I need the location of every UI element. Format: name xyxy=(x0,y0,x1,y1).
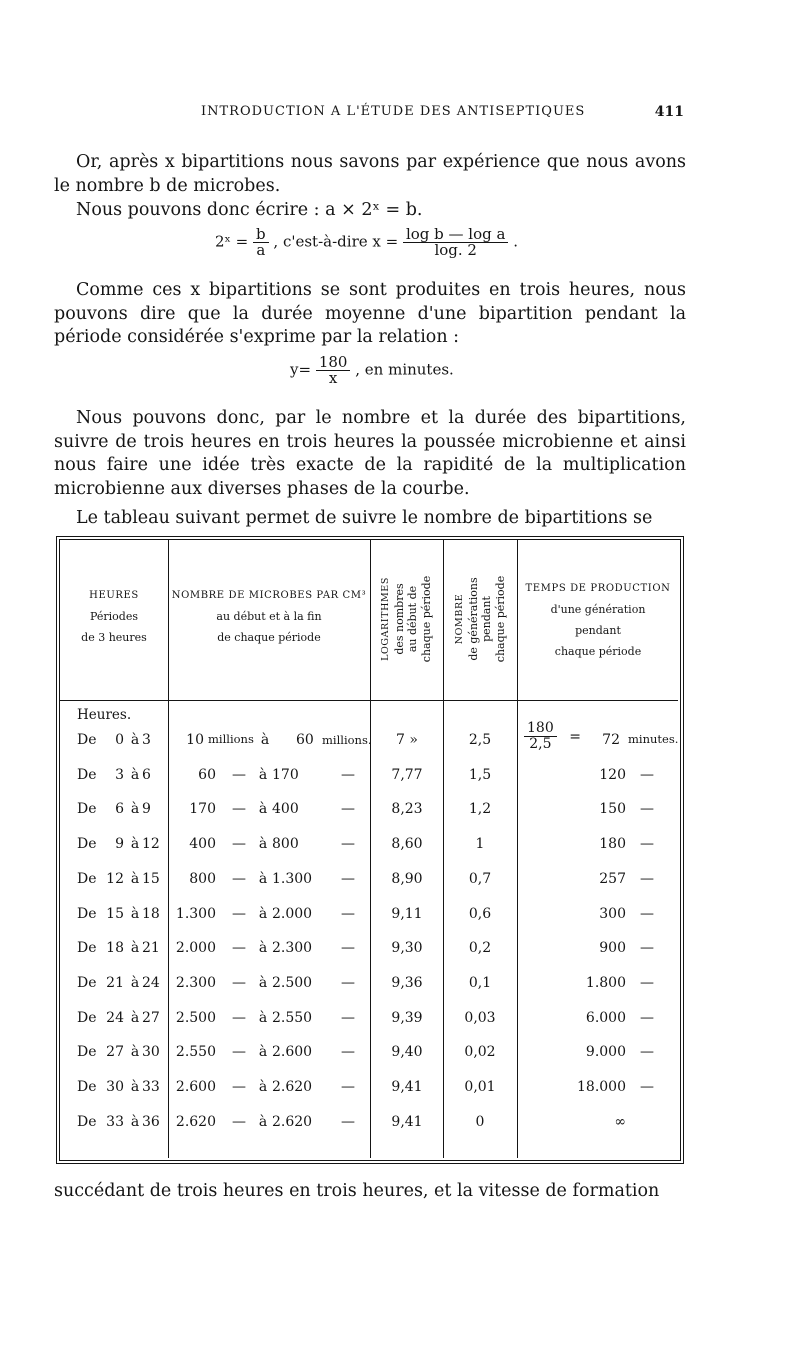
header-microbes-line3: de chaque période xyxy=(217,631,321,644)
microbes-start: 2.550 xyxy=(175,1044,216,1061)
microbes-dash: — xyxy=(232,974,246,991)
hours-a: à xyxy=(130,1044,140,1061)
generations: 0,01 xyxy=(464,1079,496,1095)
production-time-dash: — xyxy=(640,940,654,957)
microbes-start: 2.620 xyxy=(175,1113,216,1130)
production-time: 1.800 xyxy=(585,974,626,991)
first-row-equals: = xyxy=(569,728,581,745)
microbes-start: 60 xyxy=(198,766,216,783)
first-row-time-fraction xyxy=(524,721,581,752)
hours-a: à xyxy=(130,974,140,991)
generations: 0,03 xyxy=(464,1009,496,1026)
microbes-dash: — xyxy=(232,836,246,853)
microbes-a: à xyxy=(258,836,268,853)
microbes-end: 2.500 xyxy=(272,974,313,991)
hours-end: 33 xyxy=(142,1079,160,1095)
hours-de: De xyxy=(77,974,97,991)
equation-2-denominator: x xyxy=(328,369,338,387)
microbes-a: à xyxy=(258,1044,268,1061)
hours-end: 6 xyxy=(142,766,151,783)
header-hours xyxy=(60,585,168,648)
production-time: 900 xyxy=(599,940,626,957)
microbes-end: 60 xyxy=(296,732,314,748)
hours-start: 6 xyxy=(115,801,124,818)
microbes-start: 800 xyxy=(189,870,216,887)
microbes-a: à xyxy=(258,905,268,922)
header-generations xyxy=(453,544,507,694)
equation-2 xyxy=(290,355,454,386)
equation-2-numerator: 180 xyxy=(316,355,351,371)
production-time: 120 xyxy=(599,766,626,783)
microbes-end: 2.300 xyxy=(272,940,313,957)
microbes-end-dash: — xyxy=(341,801,355,818)
header-microbes-line2: au début et à la fin xyxy=(216,610,322,623)
microbes-end-dash: — xyxy=(341,870,355,887)
header-logarithms-line2: des nombres xyxy=(392,583,406,655)
generations: 0 xyxy=(475,1113,485,1130)
running-title: INTRODUCTION A L'ÉTUDE DES ANTISEPTIQUES xyxy=(201,104,586,119)
logarithm: 8,90 xyxy=(391,870,423,887)
hours-end: 15 xyxy=(142,870,160,887)
microbes-end: 2.620 xyxy=(272,1079,313,1095)
header-generations-line2: de générations xyxy=(466,577,480,661)
column-divider-3 xyxy=(443,540,444,1158)
microbes-a: à xyxy=(258,766,268,783)
equation-2-lhs: y= xyxy=(290,360,312,379)
microbes-end: 1.300 xyxy=(272,870,313,887)
header-production-time-line2: d'une génération xyxy=(550,603,646,616)
equation-1-middle: , c'est-à-dire x = xyxy=(273,232,399,251)
hours-end: 18 xyxy=(142,905,160,922)
production-time: 18.000 xyxy=(577,1079,626,1095)
header-generations-line3: pendant xyxy=(480,596,493,642)
microbes-end: 2.000 xyxy=(272,905,313,922)
microbes-end: 2.600 xyxy=(272,1044,313,1061)
hours-unit-label: Heures. xyxy=(77,707,132,723)
header-production-time xyxy=(517,578,679,662)
hours-a: à xyxy=(130,1009,140,1026)
hours-start: 27 xyxy=(106,1044,124,1061)
generations: 0,1 xyxy=(468,974,492,991)
hours-de: De xyxy=(77,801,97,818)
equation-1-log-numerator: log b — log a xyxy=(403,227,508,243)
hours-de: De xyxy=(77,732,97,748)
equation-1 xyxy=(215,227,518,258)
header-separator xyxy=(60,700,678,701)
equation-1-log-denominator: log. 2 xyxy=(434,241,477,259)
paragraph-2: Nous pouvons donc écrire : a × 2ˣ = b. xyxy=(76,200,423,220)
production-time-dash: — xyxy=(640,766,654,783)
hours-a: à xyxy=(130,732,140,748)
logarithm: 9,36 xyxy=(391,974,423,991)
hours-de: De xyxy=(77,870,97,887)
production-time-dash: — xyxy=(640,801,654,818)
microbes-dash: — xyxy=(232,1113,246,1130)
microbes-a: à xyxy=(258,1113,268,1130)
header-hours-line3: de 3 heures xyxy=(81,631,147,644)
paragraph-3: Comme ces x bipartitions se sont produites en trois heures, nous pouvons dire que la durée moyenne d'une bipartition pendant la période considérée s'exprime par la relation : xyxy=(54,280,686,347)
paragraph-4: Nous pouvons donc, par le nombre et la durée des bipartitions, suivre de trois heures en trois heures la poussée microbienne et ainsi nous faire une idée très exacte de la rapidité de la multiplication microbienne aux diverses phases de la courbe. xyxy=(54,408,686,499)
microbes-end-dash: — xyxy=(341,1079,355,1095)
microbes-a: à xyxy=(260,732,270,748)
microbes-end: 170 xyxy=(272,766,299,783)
generations: 0,2 xyxy=(468,940,492,957)
header-production-time-line4: chaque période xyxy=(554,645,642,658)
hours-start: 3 xyxy=(115,766,124,783)
logarithm: 7 » xyxy=(396,732,418,748)
logarithm: 9,40 xyxy=(391,1044,423,1061)
hours-start: 33 xyxy=(106,1113,124,1130)
production-time: 9.000 xyxy=(585,1044,626,1061)
running-head xyxy=(56,104,684,126)
production-time-dash: — xyxy=(640,870,654,887)
production-time: 257 xyxy=(599,870,626,887)
equation-1-fraction xyxy=(253,227,269,258)
microbes-dash: — xyxy=(232,905,246,922)
hours-de: De xyxy=(77,905,97,922)
microbes-end-dash: — xyxy=(341,1113,355,1130)
hours-de: De xyxy=(77,1113,97,1130)
microbes-dash: — xyxy=(232,940,246,957)
header-logarithms-line3: au début de xyxy=(406,585,419,653)
hours-start: 15 xyxy=(106,905,124,922)
microbes-end: 2.620 xyxy=(272,1113,313,1130)
production-time-unit: minutes. xyxy=(628,732,679,746)
microbes-end-dash: — xyxy=(341,905,355,922)
microbes-start: 2.300 xyxy=(175,974,216,991)
header-logarithms xyxy=(379,544,433,694)
hours-end: 36 xyxy=(142,1113,160,1130)
column-divider-2 xyxy=(370,540,371,1158)
generations: 1,5 xyxy=(468,766,492,783)
first-row-fraction-numerator: 180 xyxy=(524,721,557,737)
hours-a: à xyxy=(130,766,140,783)
logarithm: 8,23 xyxy=(391,801,423,818)
logarithm: 9,11 xyxy=(391,905,423,922)
hours-a: à xyxy=(130,801,140,818)
page-number: 411 xyxy=(654,104,684,120)
header-logarithms-line4: chaque période xyxy=(419,575,433,663)
production-time: 6.000 xyxy=(585,1009,626,1026)
microbes-end: 800 xyxy=(272,836,299,853)
hours-de: De xyxy=(77,1044,97,1061)
production-time-dash: — xyxy=(640,905,654,922)
hours-end: 21 xyxy=(142,940,160,957)
microbes-dash: — xyxy=(232,1079,246,1095)
production-time-dash: — xyxy=(640,1079,654,1095)
header-logarithms-title: LOGARITHMES xyxy=(380,577,391,661)
microbes-start-unit: millions xyxy=(208,732,254,746)
paragraph-5: Le tableau suivant permet de suivre le nombre de bipartitions se xyxy=(76,508,653,528)
microbes-end-dash: — xyxy=(341,1009,355,1026)
generations: 2,5 xyxy=(468,732,492,748)
generations: 1,2 xyxy=(468,801,492,818)
microbes-dash: — xyxy=(232,1044,246,1061)
production-time: 150 xyxy=(599,801,626,818)
hours-end: 3 xyxy=(142,732,151,748)
hours-a: à xyxy=(130,1113,140,1130)
microbes-start: 2.000 xyxy=(175,940,216,957)
production-time-dash: — xyxy=(640,1009,654,1026)
equation-2-tail: , en minutes. xyxy=(355,360,454,379)
logarithm: 9,39 xyxy=(391,1009,423,1026)
logarithm: 9,41 xyxy=(391,1113,423,1130)
paragraph-1: Or, après x bipartitions nous savons par expérience que nous avons le nombre b de microbes. xyxy=(54,152,686,196)
hours-de: De xyxy=(77,1079,97,1095)
microbes-end-dash: — xyxy=(341,940,355,957)
microbes-start: 10 xyxy=(186,732,204,748)
hours-a: à xyxy=(130,940,140,957)
hours-de: De xyxy=(77,940,97,957)
equation-1-denominator: a xyxy=(256,241,266,259)
generations: 0,6 xyxy=(468,905,492,922)
production-time: 180 xyxy=(599,836,626,853)
hours-a: à xyxy=(130,1079,140,1095)
microbes-start: 400 xyxy=(189,836,216,853)
production-time: 300 xyxy=(599,905,626,922)
header-generations-line4: chaque période xyxy=(493,575,507,663)
microbes-end: 400 xyxy=(272,801,299,818)
header-microbes-title: NOMBRE DE MICROBES PAR CM³ xyxy=(171,590,367,601)
equation-1-log-fraction xyxy=(403,227,508,258)
microbes-dash: — xyxy=(232,766,246,783)
hours-a: à xyxy=(130,870,140,887)
generations: 0,02 xyxy=(464,1044,496,1061)
header-production-time-title: TEMPS DE PRODUCTION xyxy=(525,583,671,594)
hours-end: 12 xyxy=(142,836,160,853)
production-time-dash: — xyxy=(640,1044,654,1061)
microbes-start: 2.500 xyxy=(175,1009,216,1026)
hours-start: 12 xyxy=(106,870,124,887)
header-generations-title: NOMBRE xyxy=(454,593,465,645)
first-row-fraction xyxy=(524,721,557,752)
microbes-start: 170 xyxy=(189,801,216,818)
microbes-end-unit: millions. xyxy=(322,733,372,747)
header-hours-line2: Périodes xyxy=(89,610,138,623)
microbes-start: 1.300 xyxy=(175,905,216,922)
generations: 0,7 xyxy=(468,870,492,887)
microbes-end-dash: — xyxy=(341,766,355,783)
microbes-end: 2.550 xyxy=(272,1009,313,1026)
equation-1-end: . xyxy=(513,232,519,251)
hours-end: 9 xyxy=(142,801,151,818)
header-production-time-line3: pendant xyxy=(575,624,621,637)
microbes-a: à xyxy=(258,801,268,818)
logarithm: 8,60 xyxy=(391,836,423,853)
production-time: ∞ xyxy=(614,1113,626,1130)
microbes-end-dash: — xyxy=(341,974,355,991)
equation-1-numerator: b xyxy=(253,227,269,243)
production-time: 72 xyxy=(602,732,620,748)
paragraph-6: succédant de trois heures en trois heures, et la vitesse de formation xyxy=(54,1181,660,1201)
hours-start: 18 xyxy=(106,940,124,957)
logarithm: 7,77 xyxy=(391,766,423,783)
hours-de: De xyxy=(77,766,97,783)
hours-a: à xyxy=(130,836,140,853)
hours-end: 24 xyxy=(142,974,160,991)
microbes-dash: — xyxy=(232,1009,246,1026)
hours-a: à xyxy=(130,905,140,922)
equation-2-fraction xyxy=(316,355,351,386)
microbes-a: à xyxy=(258,870,268,887)
hours-start: 9 xyxy=(115,836,124,853)
production-time-dash: — xyxy=(640,974,654,991)
header-hours-title: HEURES xyxy=(89,590,139,601)
microbes-a: à xyxy=(258,940,268,957)
hours-de: De xyxy=(77,1009,97,1026)
hours-start: 24 xyxy=(106,1009,124,1026)
microbes-a: à xyxy=(258,974,268,991)
hours-start: 21 xyxy=(106,974,124,991)
production-time-dash: — xyxy=(640,836,654,853)
microbes-dash: — xyxy=(232,870,246,887)
equation-1-lhs: 2ˣ = xyxy=(215,232,249,251)
microbes-end-dash: — xyxy=(341,836,355,853)
microbes-end-dash: — xyxy=(341,1044,355,1061)
microbes-start: 2.600 xyxy=(175,1079,216,1095)
generations: 1 xyxy=(475,836,485,853)
hours-de: De xyxy=(77,836,97,853)
hours-end: 27 xyxy=(142,1009,160,1026)
logarithm: 9,41 xyxy=(391,1079,423,1095)
first-row-fraction-denominator: 2,5 xyxy=(529,736,552,752)
microbes-dash: — xyxy=(232,801,246,818)
microbes-a: à xyxy=(258,1009,268,1026)
logarithm: 9,30 xyxy=(391,940,423,957)
microbes-a: à xyxy=(258,1079,268,1095)
header-microbes xyxy=(168,585,370,648)
hours-start: 0 xyxy=(115,732,124,748)
hours-end: 30 xyxy=(142,1044,160,1061)
hours-start: 30 xyxy=(106,1079,124,1095)
